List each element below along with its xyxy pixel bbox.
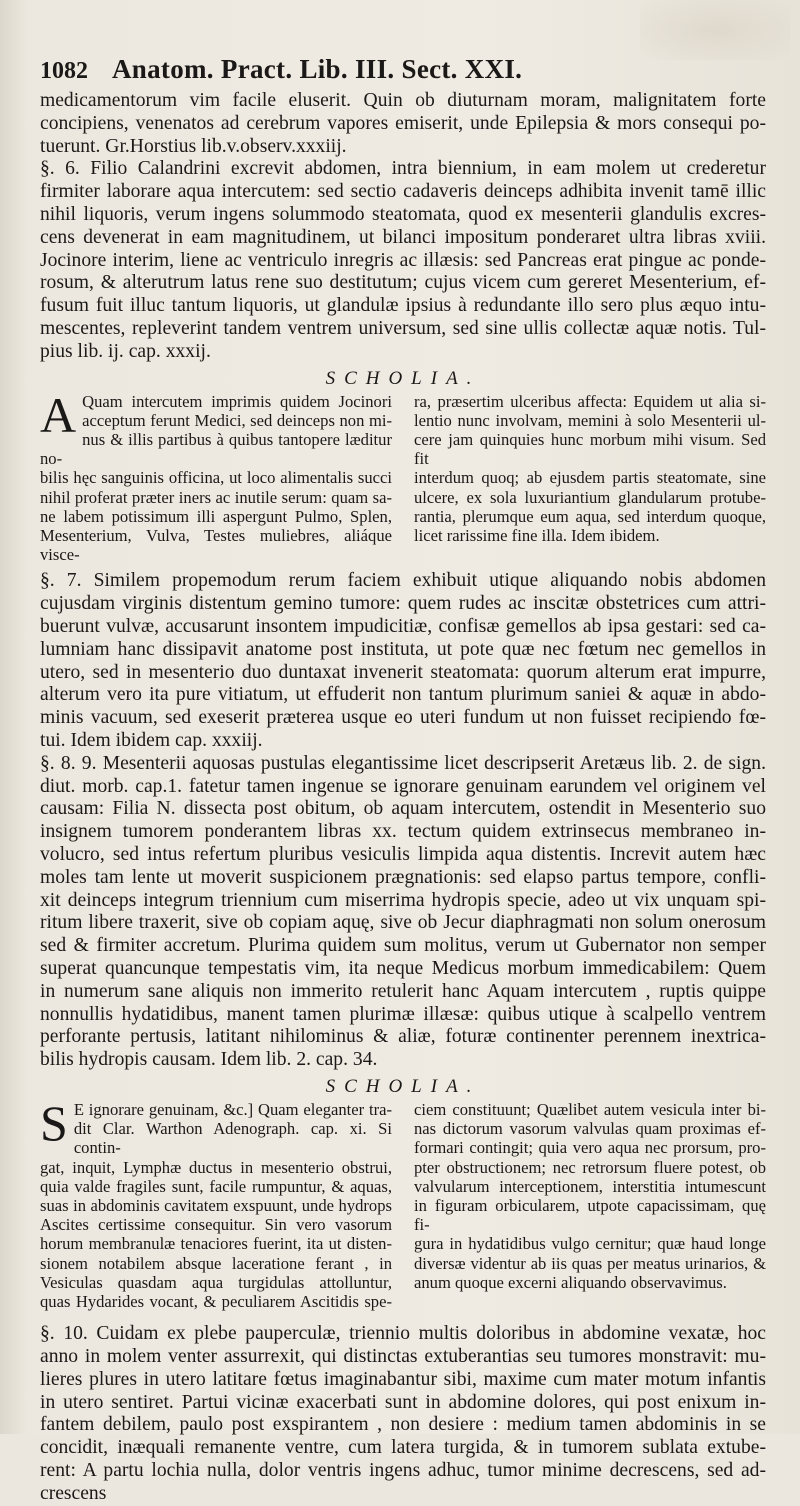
text-line: pter obstructionem; nec retrorsum fluere potest, ob <box>414 1157 766 1177</box>
text-line: Mesenterium, Vulva, Testes muliebres, aliáque visce- <box>40 525 392 565</box>
text-line: §. 10. Cuidam ex plebe pauperculæ, triennio multis doloribus in abdomine vexatæ, hoc <box>40 1323 766 1345</box>
text-line: dit Clar. Warthon Adenograph. cap. xi. Si contin- <box>73 1119 392 1158</box>
text-line: nihil proferat præter iners ac inutile serum: quam sa- <box>40 487 392 507</box>
paper-stain <box>640 0 790 60</box>
text-line: interdum quoq; ab ejusdem partis steatomate, sine <box>414 468 766 488</box>
text-line: lumniam hanc dissipavit anatome post instituta, ut pote quæ nec fœtum nec gemellos in <box>40 638 766 660</box>
scholia-2-columns <box>40 1094 766 1311</box>
page-number: 1082 <box>40 58 88 84</box>
text-line: insignem tumorem ponderantem libras xx. tectum quidem extrinsecus membraneo in- <box>40 821 766 843</box>
drop-cap: S <box>40 1094 68 1151</box>
section-6 <box>40 158 766 363</box>
text-line: moles tam lente ut moverit suspicionem prægnationis: sed elapso partus tempore, confli- <box>40 866 766 888</box>
text-line: anno in molem venter assurrexit, qui distinctas extuberantias seu tumores monstravit: mu- <box>40 1345 766 1367</box>
text-line: gat, inquit, Lymphæ ductus in mesenterio obstrui, <box>40 1157 392 1177</box>
text-line: §. 7. Similem propemodum rerum faciem exhibuit utique aliquando nobis abdomen <box>40 570 766 592</box>
text-line: utero, sed in mesenterio duo duntaxat invenerit steatomata: quorum alterum erat impurre, <box>40 661 766 683</box>
text-line: in numerum sane aliquis non immerito retulerit hanc Aquam intercutem , ruptis quippe <box>40 980 766 1002</box>
text-line: rent: A partu lochia nulla, dolor ventris ingens adhuc, tumor minime decrescens, sed ad- <box>40 1459 766 1481</box>
text-line: nas dictorum vasorum valvulas quam proximas ef- <box>414 1119 766 1139</box>
text-line: medicamentorum vim facile eluserit. Quin ob diuturnam moram, malignitatem forte <box>40 90 766 111</box>
scholia-2-left-column <box>40 1094 392 1311</box>
text-line: tui. Idem ibidem cap. xxxiij. <box>40 729 263 751</box>
text-line: quia valde fragiles sunt, facile rumpuntur, & aquas, <box>40 1176 392 1196</box>
text-line: lieres plures in utero latitare fœtus imaginabantur sibi, maxime cum mater motum infantis <box>40 1368 766 1390</box>
text-line: diversæ videntur ab iis quas per meatus urinarios, & <box>414 1253 766 1273</box>
running-head: Anatom. Pract. Lib. III. Sect. XXI. <box>112 54 523 84</box>
text-line: cere jam quinquies hunc morbum mihi visum. Sed fit <box>414 429 766 469</box>
text-line: in figuram orbicularem, utpote capacissimam, quę fi- <box>414 1195 766 1235</box>
text-line: alterum vero ita pure vitiatum, ut effuderit non tantum plurimum saniei & aquæ in abdo- <box>40 684 766 706</box>
text-line: §. 8. 9. Mesenterii aquosas pustulas elegantissime licet descripserit Aretæus lib. 2. de sign. <box>40 752 766 774</box>
text-line: nus & illis partibus à quibus tantopere læditur no- <box>40 429 392 469</box>
scholia-1-right-column <box>414 392 766 565</box>
text-line: ra, præsertim ulceribus affecta: Equidem ut alia si- <box>414 391 766 411</box>
text-line: bilis hydropis causam. Idem lib. 2. cap. 34. <box>40 1049 378 1071</box>
section-7 <box>40 570 766 752</box>
catchword: crescens <box>40 1482 107 1504</box>
text-line: cens devenerat in eam magnitudinem, ut bilanci impositum ponderaret ultra libras xviii. <box>40 226 766 248</box>
text-line: buerunt vulvæ, accusarunt insontem impudicitiæ, confisæ gemellos ab ipsa gestari: sed ca- <box>40 615 766 637</box>
text-line: lentio nunc involvam, memini à solo Mesenterii ul- <box>414 410 766 430</box>
section-8-9 <box>40 753 766 1072</box>
text-line: rosum, & alterutrum latus rene suo destitutum; cujus vicem cum gereret Mesenterium, ef- <box>40 272 766 294</box>
text-line: E ignorare genuinam, &c.] Quam eleganter tra- <box>73 1099 392 1119</box>
text-line: diut. morb. cap.1. fatetur tamen ingenue se ignorare genuinam earundem vel originem vel <box>40 775 766 797</box>
text-line: horum membranulæ tenaciores fuerint, ita ut disten- <box>40 1234 392 1254</box>
drop-cap: A <box>40 386 77 443</box>
text-line: bilis hęc sanguinis officina, ut loco alimentalis succi <box>40 468 392 488</box>
section-10 <box>40 1323 766 1505</box>
text-line: gura in hydatidibus vulgo cernitur; quæ haud longe <box>414 1234 766 1254</box>
text-line: in utero sentiret. Partui vicinæ exacerbati sunt in abdomine dolores, qui post enixum in- <box>40 1391 766 1413</box>
text-line: anum quoque excerni aliquando observavimus. <box>414 1272 727 1292</box>
text-line: fusum fuit illuc tantum liquoris, ut glandulæ ipsius à redundante illo sero plus æquo intu- <box>40 295 766 317</box>
text-line: perforante pertusis, latitant nihilominus & aliæ, foturæ continenter perennem inextrica- <box>40 1026 766 1048</box>
text-line: Jocinore interim, liene ac ventriculo inregris ac illæsis: sed Pancreas erat pingue ac ponde- <box>40 249 766 271</box>
text-line: volucro, sed intus refertum pluribus vesiculis limpida aqua distentis. Increvit autem hæc <box>40 843 766 865</box>
scholia-2-right-column <box>414 1100 766 1311</box>
text-line: nonnullis hydatidibus, manent tamen plurimæ illæsæ: quibus utique à scalpello ventrem <box>40 1003 766 1025</box>
text-line: ciem constituunt; Quælibet autem vesicula inter bi- <box>414 1099 766 1119</box>
text-line: formari contingit; quia vero aqua nec prorsum, pro- <box>414 1138 766 1158</box>
text-line: causam: Filia N. dissecta post obitum, ob aquam intercutem, ostendit in Mesenterio suo <box>40 798 766 820</box>
text-line: mescentes, repleverint tandem ventrem universum, sed sine ullis collectæ aquæ notis. Tul- <box>40 317 766 339</box>
text-line: §. 6. Filio Calandrini excrevit abdomen, intra biennium, in eam molem ut crederetur <box>40 158 766 180</box>
text-line: concipiens, venenatos ad cerebrum vapores emiserit, unde Epilepsia & mors consequi po- <box>40 112 766 134</box>
text-line: sionem notabilem absque laceratione ferant , in <box>40 1253 392 1273</box>
text-line: licet rarissime fine illa. Idem ibidem. <box>414 525 660 545</box>
section-5-tail <box>40 90 766 158</box>
text-line: ritum libere traxerit, sive ob copiam aquę, sive ob Jecur diaphragmati non solum onerosum <box>40 912 766 934</box>
text-line: fantem debilem, paulo post exspirantem , non desiere : medium tamen abdominis in se <box>40 1414 766 1436</box>
text-line: quas Hydarides vocant, & peculiarem Ascitidis spe- <box>40 1291 392 1311</box>
text-line: tuerunt. Gr.Horstius lib.v.observ.xxxiij. <box>40 135 347 157</box>
text-line: suas in abdominis cavitatem exspuunt, unde hydrops <box>40 1195 392 1215</box>
text-line: superat quancunque tempestatis vim, ita neque Medicus morbum immedicabilem: Quem <box>40 957 766 979</box>
text-line: firmiter laborare aqua intercutem: sed sectio cadaveris deinceps adhibita invenit tamē illic <box>40 181 766 203</box>
text-line: minis vacuum, sed exeserit præterea usque eo uteri fundum ut non fuisset recipiendo fœ- <box>40 707 766 729</box>
text-line: pius lib. ij. cap. xxxij. <box>40 340 211 362</box>
text-line: xit deinceps integrum triennium cum miserrima hydropis specie, adeo ut vix unquam spi- <box>40 889 766 911</box>
text-line: valvularum interceptionem, interstitia intumescunt <box>414 1176 766 1196</box>
text-line: sed & firmiter accretum. Plurima quidem sum molitus, verum ut Gubernator non semper <box>40 935 766 957</box>
text-line: Vesiculas quasdam aqua turgidulas attolluntur, <box>40 1272 392 1292</box>
text-line: Ascites certissime consequitur. Sin vero vasorum <box>40 1215 392 1235</box>
text-line: ulcere, ex sola luxuriantium glandularum protube- <box>414 487 766 507</box>
text-line: acceptum ferunt Medici, sed deinceps non mi- <box>82 410 392 430</box>
text-line: nihil liquoris, verum ingens solummodo steatomata, quod ex mesenterii glandulis excres- <box>40 203 766 225</box>
text-line: concidit, inæquali remanente ventre, cum latera turgida, & in tumorem sublata extube- <box>40 1437 766 1459</box>
text-line: cujusdam virginis distentum gemino tumore: quem rudes ac inscitæ obstetrices cum attri- <box>40 593 766 615</box>
scholia-heading: SCHOLIA. <box>325 367 481 389</box>
text-line: Quam intercutem imprimis quidem Jocinori <box>82 391 392 411</box>
scholia-1-left-column <box>40 386 392 565</box>
text-line: ne labem potissimum illi aspergunt Pulmo, Splen, <box>40 506 392 526</box>
scholia-heading: SCHOLIA. <box>325 1075 481 1097</box>
text-line: rantia, plerumque eum aqua, sed interdum quoque, <box>414 506 766 526</box>
scholia-1-columns <box>40 386 766 565</box>
